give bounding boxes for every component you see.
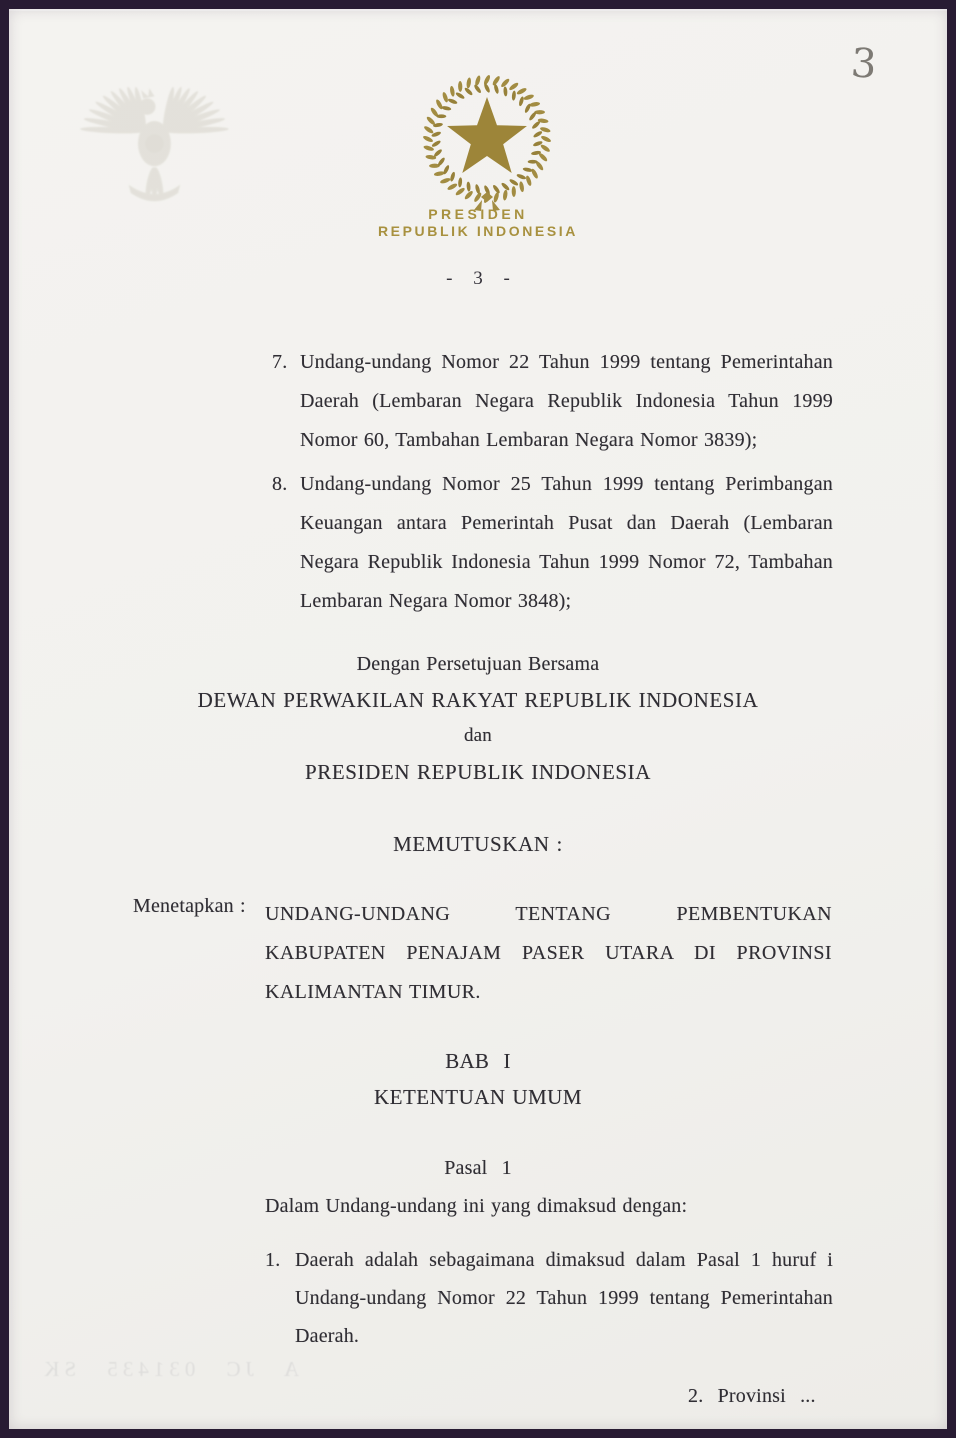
consideration-item-7 bbox=[272, 343, 833, 460]
definition-item-1 bbox=[265, 1241, 833, 1355]
gold-star bbox=[447, 97, 527, 173]
text-line: Daerah (Lembaran Negara Republik Indonesia Tahun 1999 bbox=[300, 390, 833, 412]
text-line: Nomor 60, Tambahan Lembaran Negara Nomor 3839); bbox=[300, 429, 758, 451]
chapter-title: KETENTUAN UMUM bbox=[373, 1085, 583, 1109]
menetapkan-content bbox=[265, 895, 832, 1012]
dpr-title: DEWAN PERWAKILAN RAKYAT REPUBLIK INDONESIA bbox=[197, 688, 759, 712]
article-heading: Pasal 1 bbox=[444, 1157, 512, 1179]
decision-heading: MEMUTUSKAN : bbox=[393, 832, 563, 856]
item-number: 1. bbox=[265, 1249, 281, 1271]
text-line: KABUPATEN PENAJAM PASER UTARA DI PROVINSI bbox=[265, 942, 832, 964]
text-line: Negara Republik Indonesia Tahun 1999 Nomor 72, Tambahan bbox=[300, 551, 833, 573]
text-line: Lembaran Negara Nomor 3848); bbox=[300, 590, 572, 612]
item-number: 7. bbox=[272, 351, 288, 373]
bleed-through-text: A JC 031435 SK bbox=[39, 1357, 299, 1381]
handwritten-page-number: 3 bbox=[849, 40, 879, 88]
text-line: Undang-undang Nomor 22 Tahun 1999 tentang Pemerintahan bbox=[300, 351, 833, 373]
consideration-item-8 bbox=[272, 465, 833, 621]
item-number: 8. bbox=[272, 473, 288, 495]
letterhead-presiden: PRESIDEN bbox=[428, 206, 528, 222]
article-intro: Dalam Undang-undang ini yang dimaksud dengan: bbox=[265, 1195, 688, 1217]
text-line: KALIMANTAN TIMUR. bbox=[265, 981, 481, 1003]
text-line: UNDANG-UNDANG TENTANG PEMBENTUKAN bbox=[265, 903, 832, 925]
agreement-line: Dengan Persetujuan Bersama bbox=[356, 653, 600, 675]
presidential-emblem-icon bbox=[417, 69, 557, 219]
catchword-next-page: 2. Provinsi ... bbox=[688, 1385, 816, 1407]
text-line: Undang-undang Nomor 22 Tahun 1999 tentang Pemerintahan bbox=[295, 1287, 833, 1309]
text-line: Keuangan antara Pemerintah Pusat dan Daerah (Lembaran bbox=[300, 512, 833, 534]
chapter-number: BAB I bbox=[445, 1049, 511, 1073]
agreement-dan: dan bbox=[463, 725, 493, 746]
menetapkan-label: Menetapkan : bbox=[133, 895, 246, 917]
text-line: Daerah adalah sebagaimana dimaksud dalam Pasal 1 huruf i bbox=[295, 1249, 833, 1271]
letterhead-republik-indonesia: REPUBLIK INDONESIA bbox=[377, 223, 579, 239]
text-line: Undang-undang Nomor 25 Tahun 1999 tentang Perimbangan bbox=[300, 473, 833, 495]
page-indicator: - 3 - bbox=[446, 268, 510, 289]
text-line: Daerah. bbox=[295, 1325, 360, 1347]
president-title: PRESIDEN REPUBLIK INDONESIA bbox=[304, 760, 652, 784]
garuda-watermark-icon bbox=[79, 49, 234, 229]
document-page bbox=[9, 9, 947, 1429]
